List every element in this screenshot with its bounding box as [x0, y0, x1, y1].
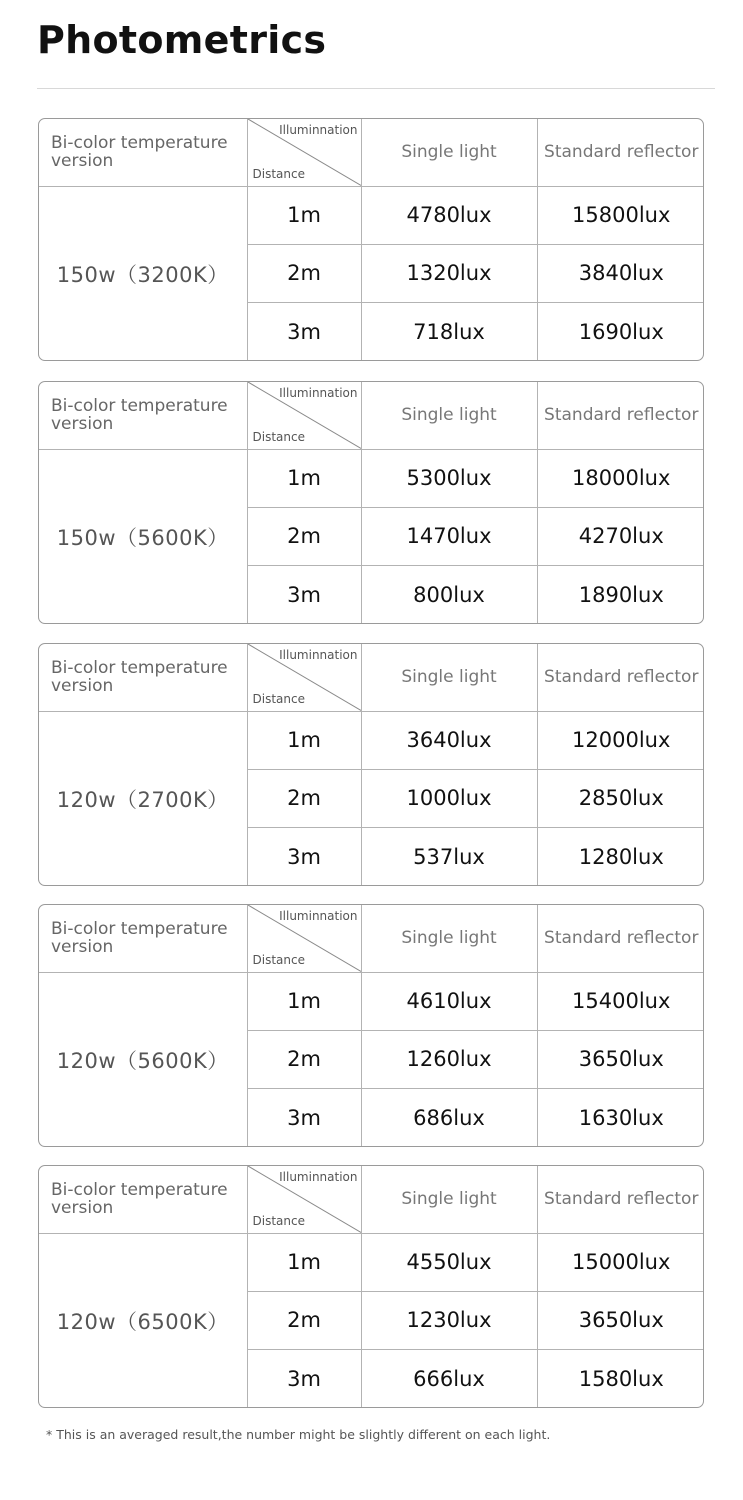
power-label: 120w（5600K）: [39, 972, 247, 1147]
distance-value: 3m: [247, 302, 361, 361]
power-label: 120w（2700K）: [39, 711, 247, 886]
single-light-value: 537lux: [361, 827, 537, 886]
photometrics-table: [38, 381, 704, 624]
version-label: Bi-color temperature version: [39, 382, 247, 449]
single-light-header: Single light: [361, 1166, 537, 1233]
distance-value: 2m: [247, 1291, 361, 1349]
standard-reflector-value: 2850lux: [537, 769, 704, 827]
version-label: Bi-color temperature version: [39, 119, 247, 186]
standard-reflector-value: 18000lux: [537, 449, 704, 507]
photometrics-table: [38, 643, 704, 886]
diagonal-header-cell: [247, 1166, 361, 1233]
single-light-value: 4780lux: [361, 186, 537, 244]
single-light-value: 800lux: [361, 565, 537, 624]
table-row: [39, 972, 704, 1030]
single-light-header: Single light: [361, 119, 537, 186]
table-row: [39, 1233, 704, 1291]
single-light-value: 4550lux: [361, 1233, 537, 1291]
standard-reflector-header: Standard reflector: [537, 644, 704, 711]
standard-reflector-value: 15000lux: [537, 1233, 704, 1291]
single-light-header: Single light: [361, 905, 537, 972]
illumination-label: Illuminnation: [279, 386, 358, 400]
diagonal-header-cell: [247, 644, 361, 711]
distance-label: Distance: [252, 952, 305, 967]
distance-value: 3m: [247, 565, 361, 624]
single-light-value: 1230lux: [361, 1291, 537, 1349]
distance-value: 3m: [247, 1088, 361, 1147]
distance-value: 2m: [247, 507, 361, 565]
standard-reflector-value: 12000lux: [537, 711, 704, 769]
distance-value: 1m: [247, 186, 361, 244]
standard-reflector-value: 15400lux: [537, 972, 704, 1030]
single-light-value: 1320lux: [361, 244, 537, 302]
diagonal-header-cell: [247, 382, 361, 449]
illumination-label: Illuminnation: [279, 648, 358, 662]
diagonal-header-cell: [247, 905, 361, 972]
photometrics-table: [38, 904, 704, 1147]
table-row: [39, 186, 704, 244]
distance-value: 1m: [247, 449, 361, 507]
standard-reflector-value: 1630lux: [537, 1088, 704, 1147]
title-divider: [37, 88, 715, 89]
standard-reflector-value: 3840lux: [537, 244, 704, 302]
diagonal-header-cell: [247, 119, 361, 186]
footnote: * This is an averaged result,the number might be slightly different on each light.: [46, 1427, 551, 1442]
standard-reflector-header: Standard reflector: [537, 382, 704, 449]
distance-label: Distance: [252, 691, 305, 706]
power-label: 150w（3200K）: [39, 186, 247, 361]
distance-value: 2m: [247, 769, 361, 827]
single-light-value: 4610lux: [361, 972, 537, 1030]
standard-reflector-header: Standard reflector: [537, 119, 704, 186]
distance-value: 3m: [247, 1349, 361, 1408]
photometrics-table: [38, 1165, 704, 1408]
table-row: [39, 711, 704, 769]
distance-value: 3m: [247, 827, 361, 886]
version-label: Bi-color temperature version: [39, 1166, 247, 1233]
distance-label: Distance: [252, 1213, 305, 1228]
illumination-label: Illuminnation: [279, 909, 358, 923]
single-light-value: 1260lux: [361, 1030, 537, 1088]
distance-label: Distance: [252, 429, 305, 444]
standard-reflector-value: 15800lux: [537, 186, 704, 244]
single-light-value: 686lux: [361, 1088, 537, 1147]
illumination-label: Illuminnation: [279, 1170, 358, 1184]
illumination-label: Illuminnation: [279, 123, 358, 137]
standard-reflector-value: 1890lux: [537, 565, 704, 624]
standard-reflector-value: 1690lux: [537, 302, 704, 361]
distance-value: 1m: [247, 972, 361, 1030]
single-light-value: 3640lux: [361, 711, 537, 769]
distance-label: Distance: [252, 166, 305, 181]
distance-value: 1m: [247, 1233, 361, 1291]
standard-reflector-value: 1580lux: [537, 1349, 704, 1408]
version-label: Bi-color temperature version: [39, 905, 247, 972]
single-light-value: 5300lux: [361, 449, 537, 507]
page-title: Photometrics: [37, 18, 327, 62]
single-light-value: 666lux: [361, 1349, 537, 1408]
table-row: [39, 449, 704, 507]
photometrics-table: [38, 118, 704, 361]
power-label: 120w（6500K）: [39, 1233, 247, 1408]
standard-reflector-header: Standard reflector: [537, 905, 704, 972]
standard-reflector-value: 4270lux: [537, 507, 704, 565]
distance-value: 2m: [247, 244, 361, 302]
standard-reflector-value: 3650lux: [537, 1030, 704, 1088]
distance-value: 1m: [247, 711, 361, 769]
power-label: 150w（5600K）: [39, 449, 247, 624]
single-light-header: Single light: [361, 644, 537, 711]
single-light-value: 1000lux: [361, 769, 537, 827]
distance-value: 2m: [247, 1030, 361, 1088]
single-light-value: 1470lux: [361, 507, 537, 565]
standard-reflector-value: 1280lux: [537, 827, 704, 886]
standard-reflector-value: 3650lux: [537, 1291, 704, 1349]
version-label: Bi-color temperature version: [39, 644, 247, 711]
single-light-header: Single light: [361, 382, 537, 449]
standard-reflector-header: Standard reflector: [537, 1166, 704, 1233]
single-light-value: 718lux: [361, 302, 537, 361]
